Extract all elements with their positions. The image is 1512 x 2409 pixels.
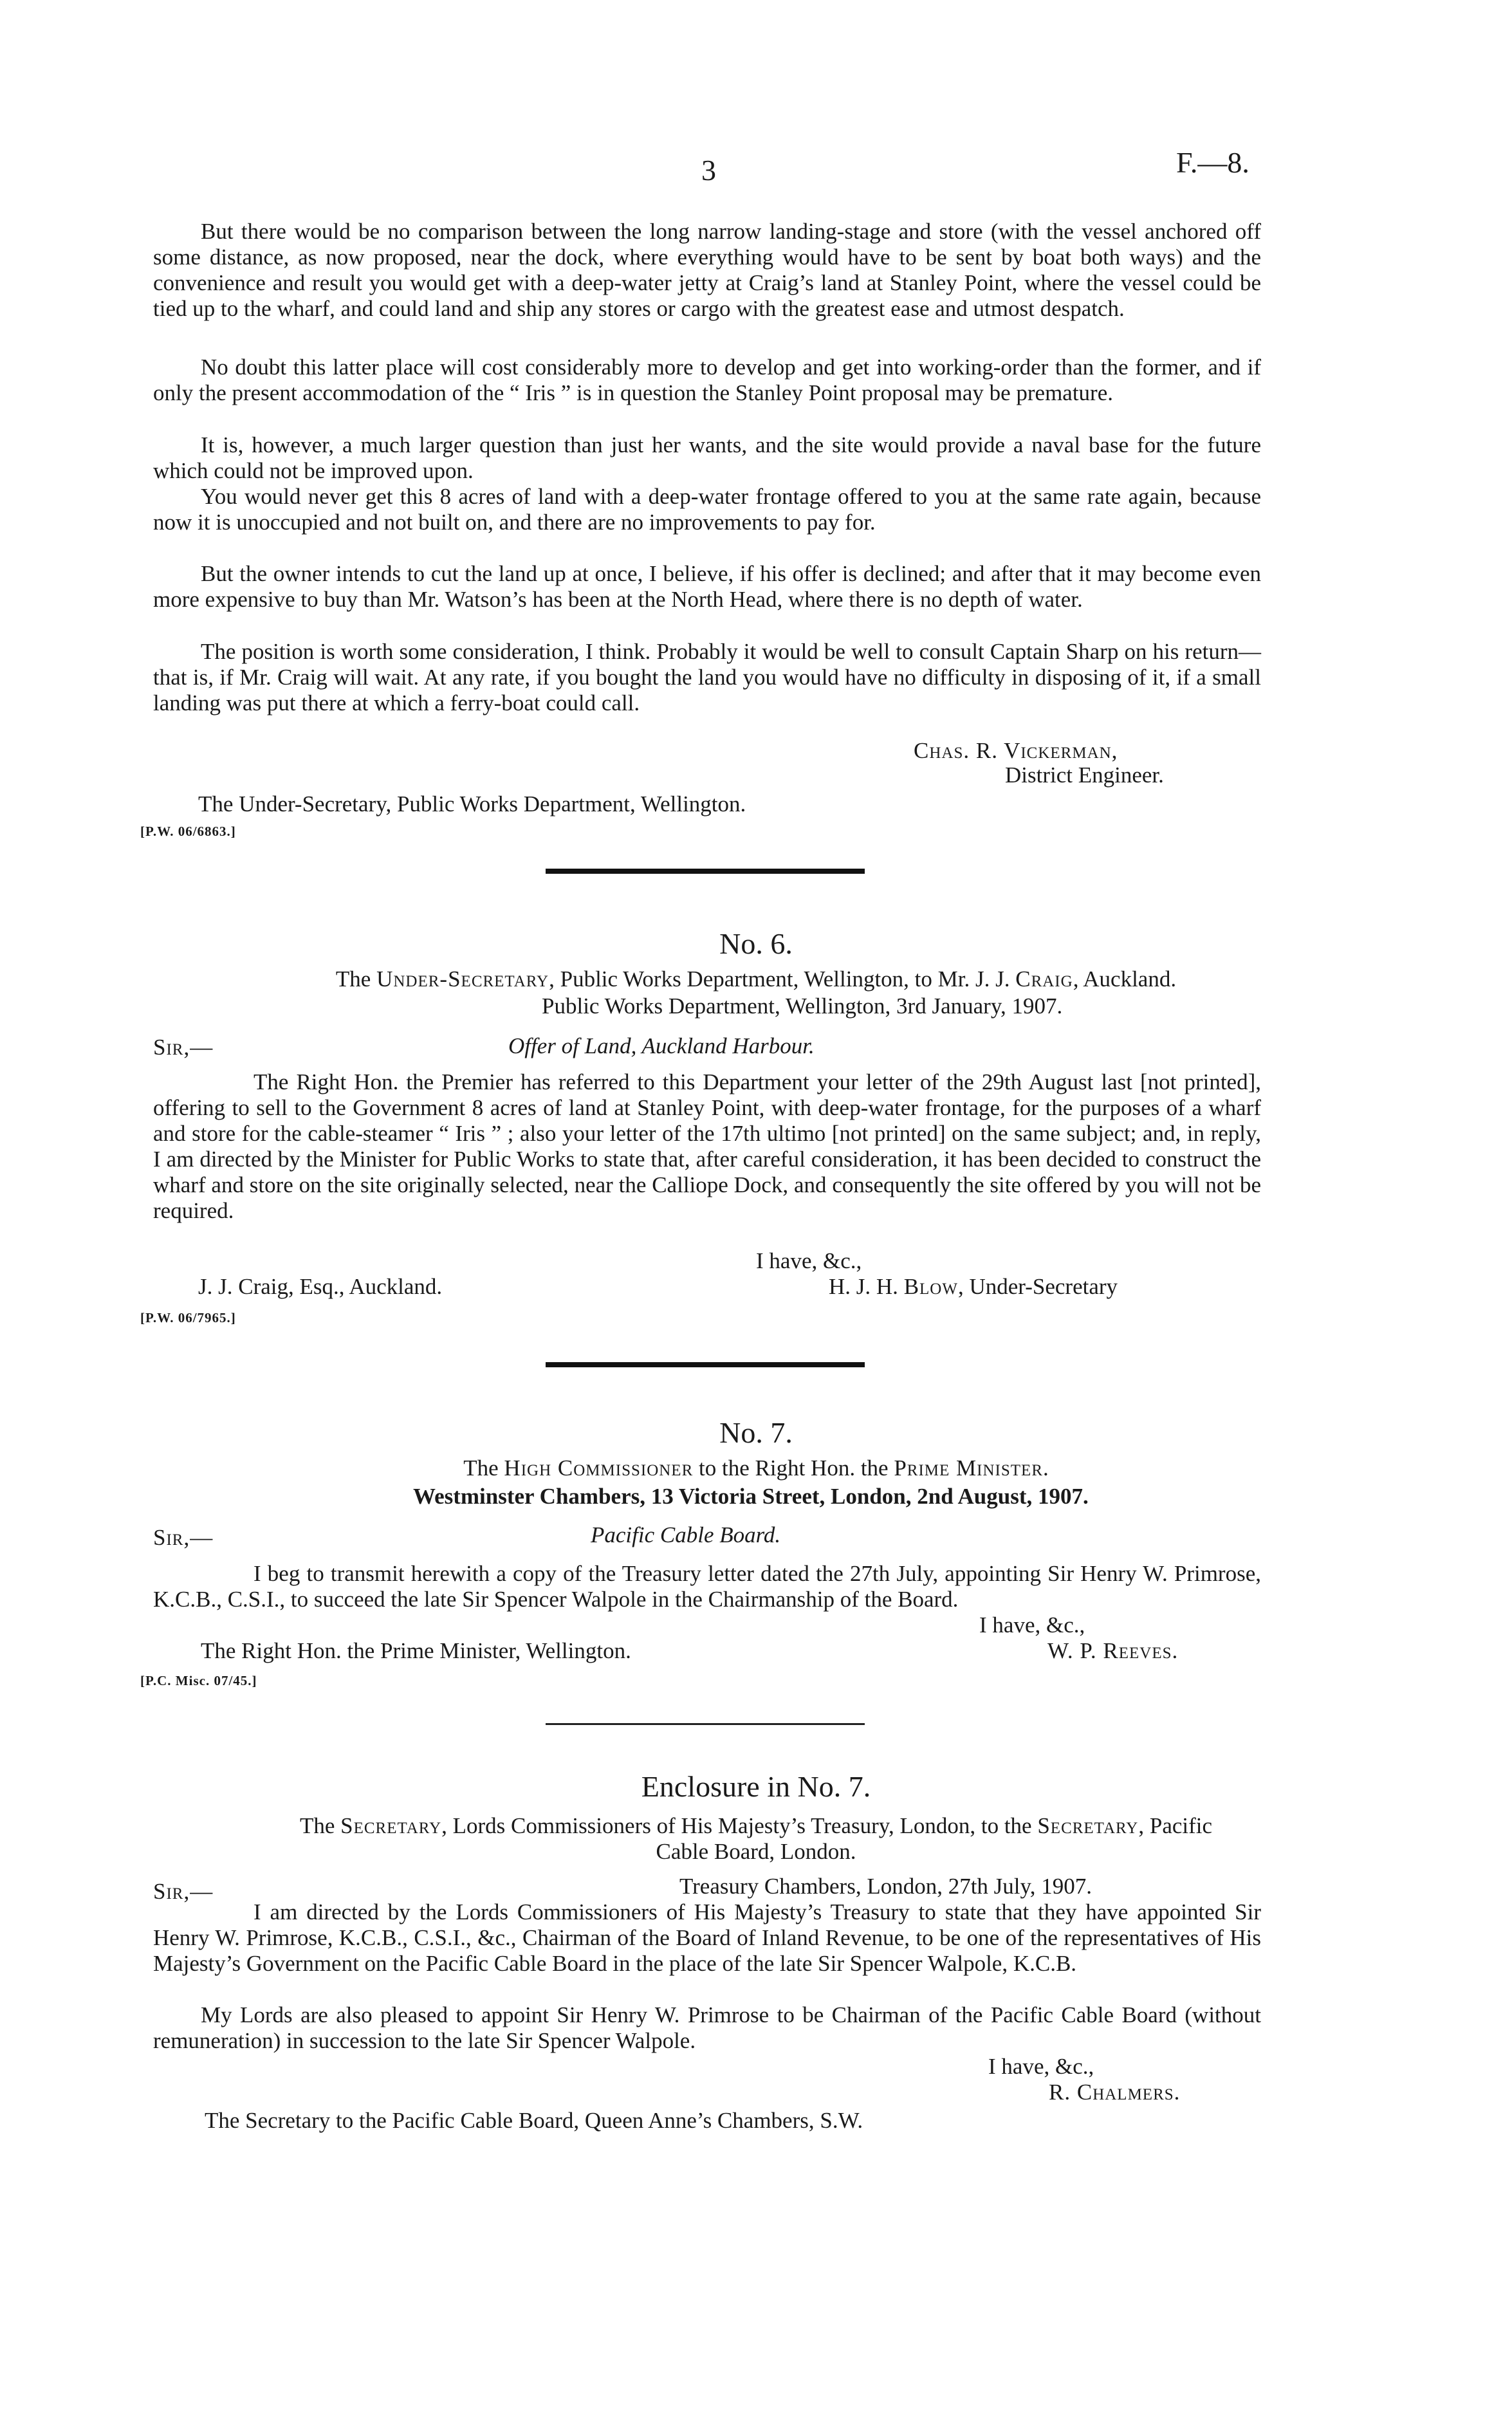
no7-subject: Pacific Cable Board. bbox=[591, 1522, 781, 1547]
letter5-paragraph-1: But there would be no comparison between the long narrow landing-stage and store (with the vessel anchored off some distance, as now proposed, near the dock, where everything would have to be sent by boat both ways) and the convenience and result you would get with a deep-water jetty at Craig’s land at Stanley Point, where the vessel could be tied up to the wharf, and could land and ship any stores or cargo with the greatest ease and utmost despatch. bbox=[153, 219, 1261, 321]
page-number: 3 bbox=[701, 154, 716, 187]
no6-closing: I have, &c., bbox=[756, 1248, 862, 1273]
letter5-paragraph-5: But the owner intends to cut the land up at once, I believe, if his offer is declined; and after that it may become even more expensive to buy than Mr. Watson’s has been at the North Head, where there is no depth of water. bbox=[153, 561, 1261, 612]
enclosure-addressee: The Secretary to the Pacific Cable Board, Queen Anne’s Chambers, S.W. bbox=[205, 2108, 863, 2133]
no6-body: The Right Hon. the Premier has referred to this Department your letter of the 29th August last [not printed], offering to sell to the Government 8 acres of land at Stanley Point, with deep-water frontage, for the purposes of a wharf and store for the cable-steamer “ Iris ” ; also your letter of the 17th ultimo [not printed] on the same subject; and, in reply, I am directed by the Minister for Public Works to state that, after careful consideration, it has been decided to construct the wharf and store on the site originally selected, near the Calliope Dock, and consequently the site offered by you will not be required. bbox=[153, 1069, 1261, 1223]
no6-subject: Offer of Land, Auckland Harbour. bbox=[508, 1033, 815, 1058]
enclosure-correspondents-line-1: The Secretary, Lords Commissioners of His Majesty’s Treasury, London, to the Secretary, Pacific bbox=[299, 1813, 1213, 1838]
enclosure-paragraph-2: My Lords are also pleased to appoint Sir Henry W. Primrose to be Chairman of the Pacific Cable Board (without remuneration) in succession to the late Sir Spencer Walpole. bbox=[153, 2002, 1261, 2053]
no7-addressee: The Right Hon. the Prime Minister, Wellington. bbox=[201, 1638, 631, 1663]
no6-heading: No. 6. bbox=[719, 927, 793, 960]
enclosure-closing: I have, &c., bbox=[988, 2054, 1094, 2079]
letter5-signature-name: Chas. R. Vickerman, bbox=[914, 738, 1118, 763]
no6-place-date: Public Works Department, Wellington, 3rd January, 1907. bbox=[542, 993, 1063, 1019]
document-reference: F.—8. bbox=[1176, 146, 1249, 179]
no6-salutation: Sir,— bbox=[153, 1035, 214, 1060]
letter5-signature-title: District Engineer. bbox=[1005, 762, 1164, 788]
no7-file-reference: [P.C. Misc. 07/45.] bbox=[140, 1673, 257, 1688]
no7-heading: No. 7. bbox=[719, 1416, 793, 1449]
no6-correspondents: The Under-Secretary, Public Works Department, Wellington, to Mr. J. J. Craig, Auckland. bbox=[335, 966, 1177, 992]
no6-file-reference: [P.W. 06/7965.] bbox=[140, 1310, 236, 1325]
section-divider-thick bbox=[546, 869, 865, 874]
enclosure-correspondents-line-2: Cable Board, London. bbox=[656, 1839, 856, 1864]
no7-signer: W. P. Reeves. bbox=[1047, 1638, 1179, 1663]
letter5-paragraph-6: The position is worth some consideration, I think. Probably it would be well to consult Captain Sharp on his return—that is, if Mr. Craig will wait. At any rate, if you bought the land you would have no difficulty in disposing of it, if a small landing was put there at which a ferry-boat could call. bbox=[153, 639, 1261, 715]
no7-closing: I have, &c., bbox=[979, 1612, 1085, 1638]
enclosure-paragraph-1: I am directed by the Lords Commissioners of His Majesty’s Treasury to state that they have appointed Sir Henry W. Primrose, K.C.B., C.S.I., &c., Chairman of the Board of Inland Revenue, to be one of the representatives of His Majesty’s Government on the Pacific Cable Board in the place of the late Sir Spencer Walpole, K.C.B. bbox=[153, 1899, 1261, 1976]
section-divider-thin bbox=[546, 1723, 865, 1725]
no6-addressee: J. J. Craig, Esq., Auckland. bbox=[198, 1274, 443, 1299]
no7-correspondents: The High Commissioner to the Right Hon. the Prime Minister. bbox=[463, 1455, 1049, 1481]
no7-place-date: Westminster Chambers, 13 Victoria Street, London, 2nd August, 1907. bbox=[413, 1484, 1089, 1509]
letter5-addressee: The Under-Secretary, Public Works Department, Wellington. bbox=[198, 791, 746, 817]
section-divider-thick bbox=[546, 1362, 865, 1367]
letter5-paragraph-4: You would never get this 8 acres of land with a deep-water frontage offered to you at the same rate again, because now it is unoccupied and not built on, and there are no improvements to pay for. bbox=[153, 484, 1261, 535]
enclosure-signer: R. Chalmers. bbox=[1049, 2080, 1181, 2105]
letter5-paragraph-3: It is, however, a much larger question than just her wants, and the site would provide a naval base for the future which could not be improved upon. bbox=[153, 432, 1261, 483]
enclosure-place-date: Treasury Chambers, London, 27th July, 1907. bbox=[679, 1874, 1092, 1899]
no6-signer: H. J. H. Blow, Under-Secretary bbox=[829, 1274, 1118, 1299]
enclosure-salutation: Sir,— bbox=[153, 1879, 214, 1904]
letter5-file-reference: [P.W. 06/6863.] bbox=[140, 824, 236, 839]
no7-body: I beg to transmit herewith a copy of the Treasury letter dated the 27th July, appointing Sir Henry W. Primrose, K.C.B., C.S.I., to succeed the late Sir Spencer Walpole in the Chairmanship of the Board. bbox=[153, 1561, 1261, 1612]
letter5-paragraph-2: No doubt this latter place will cost considerably more to develop and get into working-order than the former, and if only the present accommodation of the “ Iris ” is in question the Stanley Point proposal may be premature. bbox=[153, 355, 1261, 405]
no7-salutation: Sir,— bbox=[153, 1525, 214, 1550]
enclosure-heading: Enclosure in No. 7. bbox=[641, 1770, 871, 1803]
